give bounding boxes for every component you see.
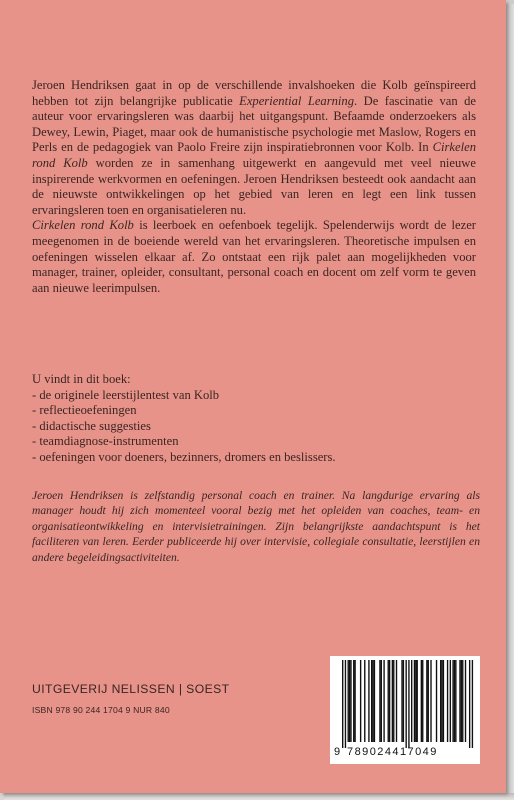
description-paragraph-1: Jeroen Hendriksen gaat in op de verschillende invalshoeken die Kolb geïnspireerd hebben tot zijn belangrijke publicatie Experiential Learning. De fascinatie van de auteur voor ervaringsleren was daarbij het uitgangspunt. Befaamde onderzoekers als Dewey, Lewin, Piaget, maar ook de humanistische psychologie met Maslow, Rogers en Perls en de pedagogiek van Paolo Freire zijn inspiratiebronnen voor Kolb. In Cirkelen rond Kolb worden ze in samenhang uitgewerkt en aangevuld met veel nieuwe inspirerende werkvormen en oefeningen. Jeroen Hendriksen besteedt ook aandacht aan de nieuwste ontwikkelingen op het gebied van leren en legt een link tussen ervaringsleren toen en organisatieleren nu. (32, 78, 476, 217)
barcode-bar (440, 660, 441, 742)
book-title-experiential-learning: Experiential Learning (239, 93, 355, 108)
barcode-bar (450, 660, 451, 742)
barcode-bar (360, 660, 361, 742)
publisher-name: UITGEVERIJ NELISSEN | SOEST (32, 682, 230, 696)
barcode-bar (348, 660, 349, 742)
list-intro: U vindt in dit boek: (32, 372, 131, 386)
barcode-bar (371, 660, 372, 742)
barcode-bar (392, 660, 393, 742)
barcode-bar (379, 660, 380, 742)
barcode-bar (342, 660, 343, 748)
page-edge-bottom (4, 793, 514, 800)
barcode-bar (396, 660, 397, 742)
barcode-bar (349, 660, 350, 742)
barcode-bar (454, 660, 455, 742)
barcode-bar (411, 660, 412, 742)
barcode-bar (403, 660, 404, 742)
barcode-bars (330, 656, 480, 748)
barcode-digit-groups: 789024417049 (347, 746, 438, 758)
list-item: - teamdiagnose-instrumenten (32, 434, 179, 449)
barcode-bar (364, 660, 365, 742)
barcode-bar (426, 660, 427, 742)
barcode-bar (462, 660, 463, 742)
barcode-bar (401, 660, 402, 742)
barcode-bar (428, 660, 429, 742)
contents-list (32, 372, 476, 466)
barcode-bar (452, 660, 453, 742)
barcode-bar (408, 660, 409, 748)
barcode-bar (455, 660, 456, 742)
barcode-bar (350, 660, 351, 742)
barcode-bar (389, 660, 390, 742)
barcode-bar (421, 660, 422, 742)
barcode-bar (388, 660, 389, 742)
isbn-line: ISBN 978 90 244 1704 9 NUR 840 (32, 705, 170, 715)
barcode-bar (372, 660, 373, 742)
description-paragraph-2: Cirkelen rond Kolb is leerboek en oefenboek tegelijk. Spelenderwijs wordt de lezer meegenomen in de boeiende wereld van het ervaringsleren. Theoretische impulsen en oefeningen wisselen elkaar af. Zo ontstaat een rijk palet aan mogelijkheden voor manager, trainer, opleider, consultant, personal coach en docent om zelf vorm te geven aan nieuwe leerimpulsen. (32, 218, 476, 295)
barcode-bar (354, 660, 355, 742)
barcode-bar (459, 660, 460, 742)
barcode-bar (374, 660, 375, 742)
barcode-bar (422, 660, 423, 742)
barcode-bar (381, 660, 382, 742)
barcode-bar (383, 660, 384, 742)
list-item: - oefeningen voor doeners, bezinners, dromers en beslissers. (32, 449, 336, 464)
barcode-bar (472, 660, 473, 748)
barcode-bar (441, 660, 442, 742)
barcode (330, 656, 480, 764)
book-title: Cirkelen rond Kolb (32, 140, 476, 170)
list-item: - de originele leerstijlentest van Kolb (32, 387, 220, 402)
barcode-bar (436, 660, 437, 742)
barcode-bar (414, 660, 415, 742)
barcode-bar (469, 660, 470, 748)
barcode-bar (465, 660, 466, 742)
barcode-bar (461, 660, 462, 742)
barcode-bar (345, 660, 346, 748)
author-bio: Jeroen Hendriksen is zelfstandig personal coach en trainer. Na langdurige ervaring als manager houdt hij zich momenteel vooral bezig met het opleiden van coaches, team- en organisatieontwikkeling en intervisietrainingen. Zijn belangrijkste aandachtspunt is het faciliteren van leren. Eerder publiceerde hij over intervisie, collegiale consultatie, leerstijlen en andere begeleidingsactiviteiten. (32, 489, 480, 564)
list-item: - reflectieoefeningen (32, 403, 137, 418)
barcode-bar (430, 660, 431, 742)
barcode-bar (405, 660, 406, 748)
barcode-first-digit: 9 (334, 746, 341, 758)
barcode-bar (447, 660, 448, 742)
description (32, 78, 476, 296)
barcode-bar (415, 660, 416, 742)
barcode-bar (368, 660, 369, 742)
barcode-bar (393, 660, 394, 742)
page-edge-right (506, 4, 514, 800)
barcode-bar (443, 660, 444, 742)
barcode-bar (353, 660, 354, 742)
barcode-bar (417, 660, 418, 742)
book-title: Cirkelen rond Kolb (32, 218, 134, 233)
list-item: - didactische suggesties (32, 418, 151, 433)
